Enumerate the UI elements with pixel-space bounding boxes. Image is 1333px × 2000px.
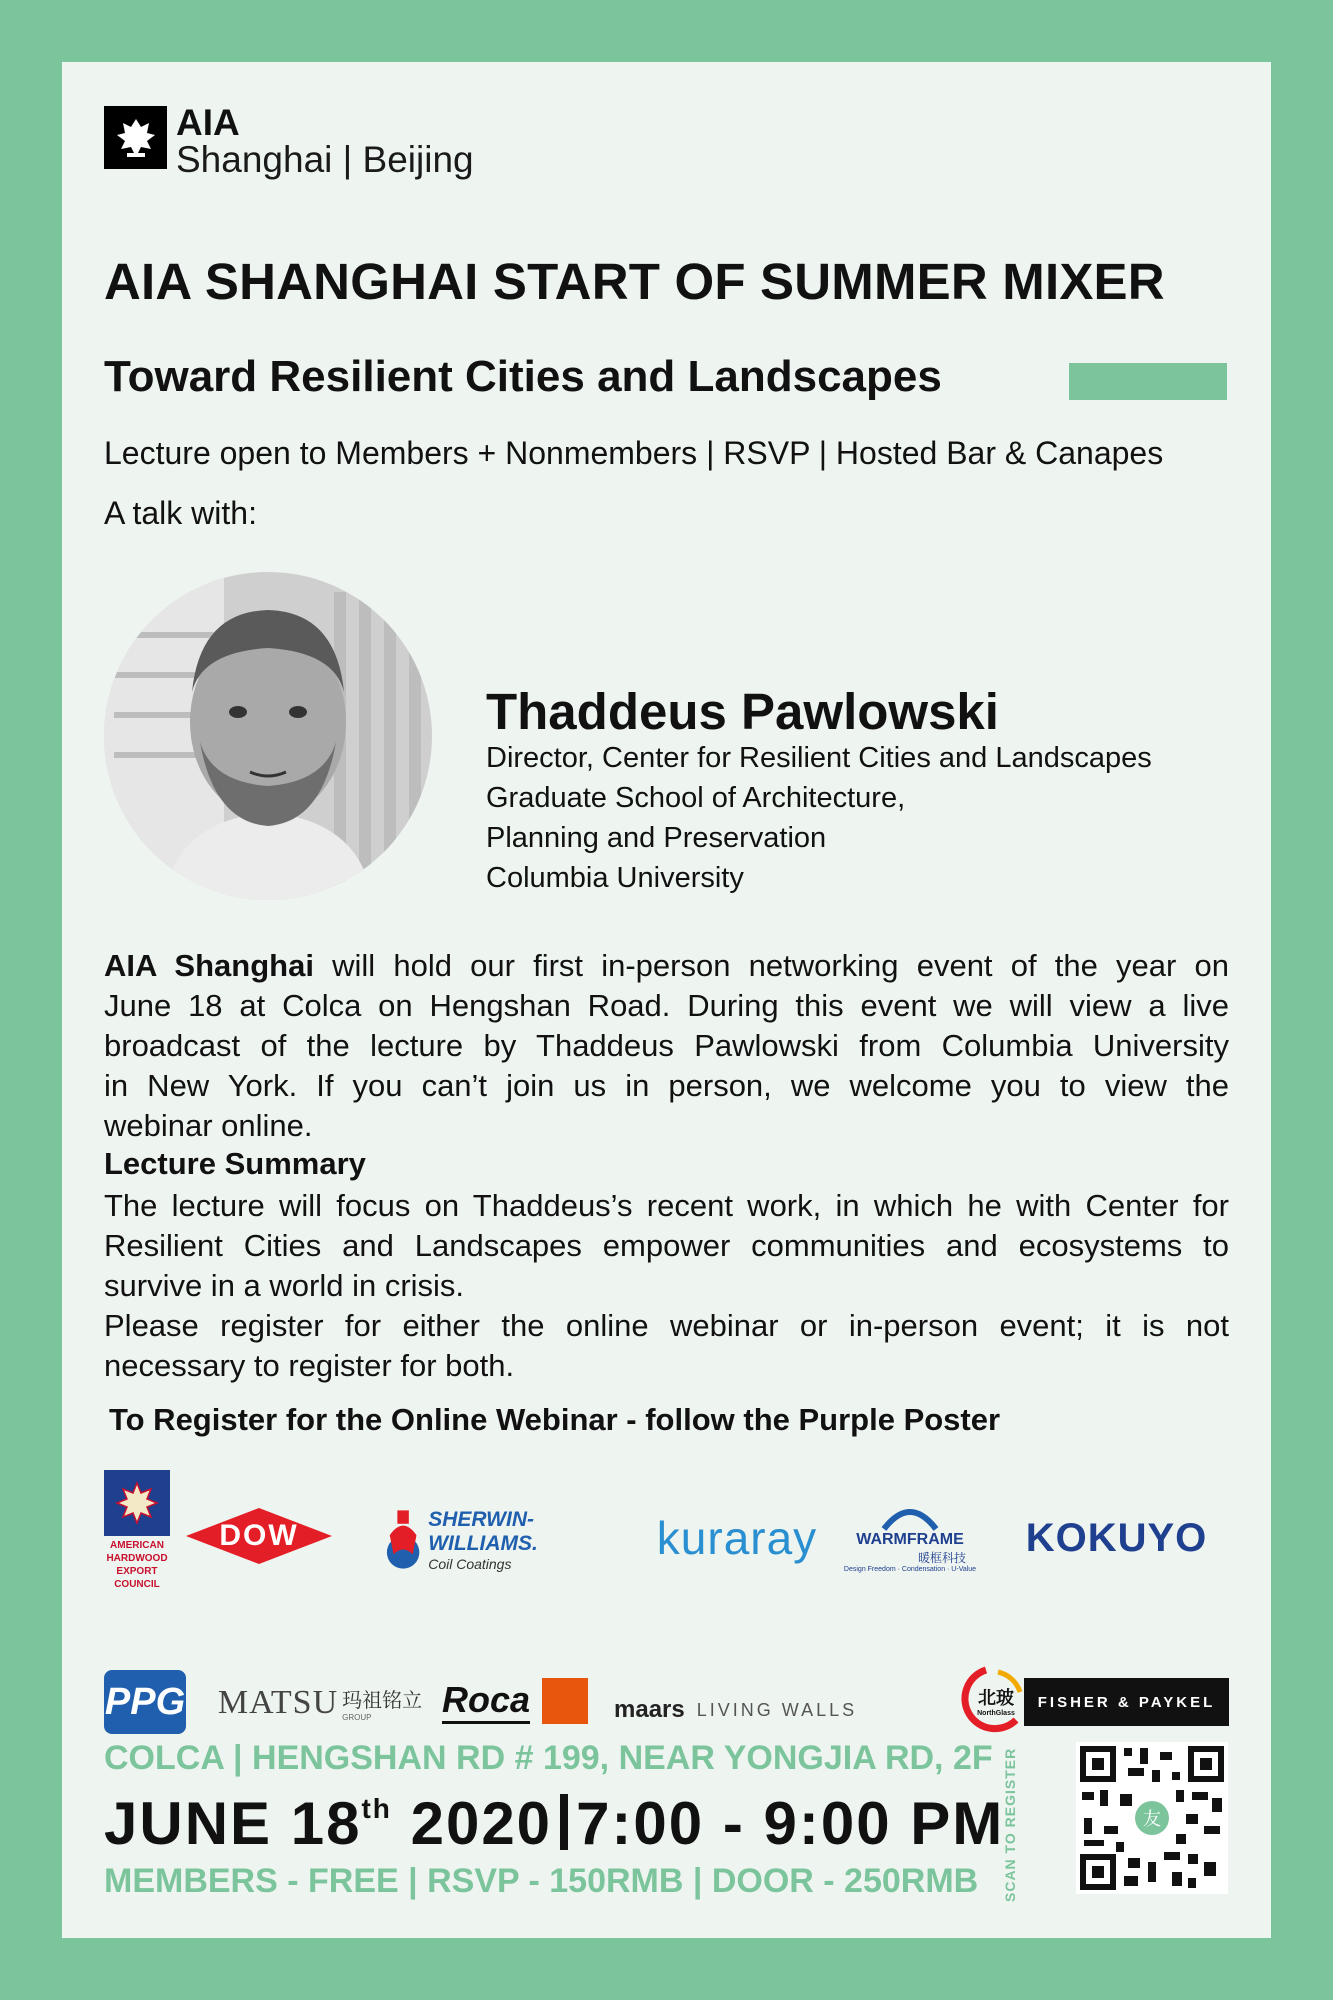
svg-text:友: 友	[1143, 1809, 1161, 1830]
sponsor-maars	[614, 1688, 934, 1732]
description-line: in New York. If you can’t join us in person, we welcome you to view the	[104, 1068, 1229, 1103]
maars-sub: LIVING WALLS	[696, 1699, 858, 1720]
event-subtitle: Toward Resilient Cities and Landscapes	[104, 352, 942, 401]
poster-card	[62, 62, 1271, 1938]
matsu-group: GROUP	[342, 1713, 372, 1722]
fisher-text: FISHER & PAYKEL	[1037, 1693, 1216, 1711]
speaker-school: Graduate School of Architecture,	[486, 782, 906, 814]
description-lead-rest: will hold our first in-person networking event of the year on	[313, 948, 1229, 983]
date-divider	[560, 1794, 568, 1850]
summary-line: Resilient Cities and Landscapes empower communities and ecosystems to	[104, 1228, 1229, 1263]
northglass-name: NorthGlass	[977, 1709, 1015, 1717]
speaker-photo	[104, 572, 432, 900]
globe-paint-icon	[384, 1505, 422, 1575]
sponsor-warmframe	[836, 1492, 984, 1582]
description-line: webinar online.	[104, 1108, 313, 1143]
lecture-summary	[104, 1186, 1229, 1386]
speaker-school-cont: Planning and Preservation	[486, 822, 827, 854]
sponsor-ahec	[104, 1470, 170, 1598]
sponsor-ppg	[104, 1670, 186, 1734]
logo-cities: Shanghai | Beijing	[176, 139, 474, 180]
description-line: June 18 at Colca on Hengshan Road. During this event we will view a live	[104, 988, 1229, 1023]
sponsor-matsu	[204, 1674, 436, 1732]
warmframe-tag: Design Freedom · Condensation · U-Value	[843, 1566, 977, 1573]
date-day: JUNE 18	[104, 1790, 362, 1857]
summary-line: necessary to register for both.	[104, 1348, 515, 1383]
event-description	[104, 946, 1229, 1146]
aia-eagle-logo-icon	[104, 106, 167, 169]
ahec-line: COUNCIL	[114, 1579, 160, 1590]
venue-address: COLCA | HENGSHAN RD # 199, NEAR YONGJIA RD, 2F	[104, 1739, 993, 1777]
summary-line: The lecture will focus on Thaddeus’s recent work, in which he with Center for	[104, 1188, 1229, 1223]
matsu-cn-block	[342, 1684, 422, 1722]
ahec-line: HARDWOOD	[106, 1553, 168, 1564]
description-line: broadcast of the lecture by Thaddeus Pawlowski from Columbia University	[104, 1028, 1229, 1063]
sponsor-kuraray	[652, 1508, 822, 1568]
summary-line: Please register for either the online webinar or in-person event; it is not	[104, 1308, 1229, 1343]
description-line	[104, 946, 1229, 986]
date-suffix: th	[361, 1793, 392, 1824]
event-time: 7:00 - 9:00 PM	[576, 1790, 1005, 1857]
description-lead: AIA Shanghai	[104, 948, 314, 983]
ahec-line: AMERICAN	[110, 1540, 164, 1551]
registration-qr-code[interactable]	[1076, 1742, 1228, 1894]
speaker-university: Columbia University	[486, 862, 744, 894]
sherwin-sub: Coil Coatings	[428, 1556, 512, 1572]
sponsor-roca	[442, 1670, 602, 1732]
dow-text: DOW	[219, 1519, 299, 1552]
warmframe-arc-icon	[880, 1501, 940, 1531]
sponsor-fisher-paykel	[1024, 1678, 1229, 1726]
event-date-time	[104, 1789, 1004, 1858]
roca-square-icon	[542, 1678, 588, 1724]
kokuyo-text: KOKUYO	[1025, 1515, 1208, 1560]
ahec-text	[106, 1539, 167, 1591]
northglass-cn: 北玻	[977, 1687, 1014, 1708]
sponsor-dow	[184, 1506, 334, 1566]
maars-text: maars	[614, 1696, 685, 1723]
kuraray-text: kuraray	[656, 1512, 818, 1564]
summary-heading: Lecture Summary	[104, 1146, 366, 1181]
summary-line: survive in a world in crisis.	[104, 1268, 465, 1303]
talk-with-label: A talk with:	[104, 495, 257, 531]
speaker-role: Director, Center for Resilient Cities and Landscapes	[486, 742, 1152, 774]
scan-to-register-label: SCAN TO REGISTER	[1002, 1747, 1018, 1902]
sponsor-kokuyo	[1004, 1510, 1229, 1566]
register-note: To Register for the Online Webinar - follow the Purple Poster	[109, 1402, 1001, 1437]
logo-org-name: AIA	[176, 102, 240, 143]
roca-text: Roca	[442, 1679, 530, 1724]
northglass-text	[977, 1684, 1015, 1717]
ppg-text: PPG	[104, 1680, 186, 1723]
ahec-line: EXPORT	[116, 1566, 158, 1577]
ticket-prices: MEMBERS - FREE | RSVP - 150RMB | DOOR - 250RMB	[104, 1862, 979, 1900]
accent-bar	[1069, 363, 1227, 400]
sherwin-text	[428, 1508, 634, 1572]
matsu-cn: 玛祖铭立	[342, 1690, 423, 1712]
oak-leaf-icon	[104, 1470, 170, 1536]
event-title: AIA SHANGHAI START OF SUMMER MIXER	[104, 253, 1165, 310]
date-year: 2020	[410, 1790, 553, 1857]
event-access-info: Lecture open to Members + Nonmembers | RSVP | Hosted Bar & Canapes	[104, 435, 1164, 471]
warmframe-cn: 暖框科技	[917, 1551, 966, 1565]
matsu-text: MATSU	[217, 1684, 339, 1721]
speaker-name: Thaddeus Pawlowski	[486, 683, 999, 740]
warmframe-text: WARMFRAME	[856, 1531, 964, 1548]
sherwin-name: SHERWIN-WILLIAMS.	[428, 1508, 538, 1555]
sponsor-sherwin-williams	[384, 1500, 634, 1580]
